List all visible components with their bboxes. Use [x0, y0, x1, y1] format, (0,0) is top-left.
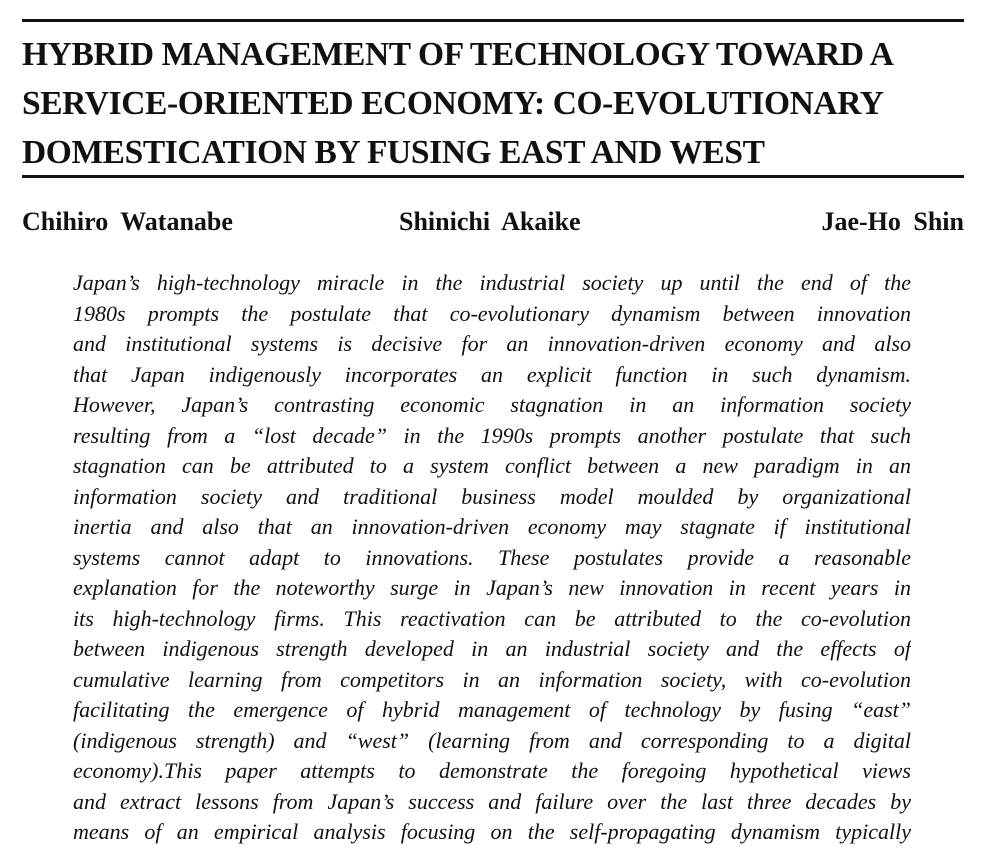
abstract-line: Japan’s high-technology miracle in the industrial society up until the end of the	[73, 270, 911, 295]
title-line: HYBRID MANAGEMENT OF TECHNOLOGY TOWARD A	[22, 36, 894, 73]
abstract-line: between indigenous strength developed in an industrial society and the effects of	[73, 636, 911, 661]
abstract-line: (indigenous strength) and “west” (learning from and corresponding to a digital	[73, 727, 911, 753]
abstract-line: and extract lessons from Japan’s success and failure over the last three decades by	[73, 788, 911, 814]
abstract-line: that Japan indigenously incorporates an explicit function in such dynamism.	[73, 361, 911, 387]
author-name: Shinichi Akaike	[399, 207, 581, 236]
author-list	[22, 204, 964, 240]
title-line: SERVICE-ORIENTED ECONOMY: CO-EVOLUTIONARY	[22, 85, 884, 122]
abstract-line: facilitating the emergence of hybrid management of technology by fusing “east”	[73, 697, 911, 722]
author-name: Chihiro Watanabe	[22, 207, 233, 236]
abstract-line: 1980s prompts the postulate that co-evolutionary dynamism between innovation	[73, 300, 911, 326]
abstract-line: economy).This paper attempts to demonstrate the foregoing hypothetical views	[73, 758, 911, 783]
title-line: DOMESTICATION BY FUSING EAST AND WEST	[22, 134, 765, 171]
abstract-line: means of an empirical analysis focusing on the self-propagating dynamism typically	[73, 819, 911, 844]
abstract-line: information society and traditional business model moulded by organizational	[73, 483, 911, 509]
bottom-rule	[22, 175, 964, 178]
abstract-line: its high-technology firms. This reactivation can be attributed to the co-evolution	[73, 605, 911, 631]
abstract-line: and institutional systems is decisive for an innovation-driven economy and also	[73, 331, 911, 356]
abstract-line: stagnation can be attributed to a system conflict between a new paradigm in an	[73, 453, 911, 478]
abstract-line: cumulative learning from competitors in an information society, with co-evolution	[73, 666, 911, 692]
top-rule	[22, 19, 964, 22]
abstract	[73, 268, 911, 848]
abstract-line: However, Japan’s contrasting economic stagnation in an information society	[73, 392, 911, 417]
abstract-line: inertia and also that an innovation-driven economy may stagnate if institutional	[73, 514, 911, 539]
abstract-line: systems cannot adapt to innovations. These postulates provide a reasonable	[73, 544, 911, 570]
abstract-line: resulting from a “lost decade” in the 1990s prompts another postulate that such	[73, 422, 911, 448]
abstract-line: explanation for the noteworthy surge in Japan’s new innovation in recent years in	[73, 575, 911, 600]
author-name: Jae-Ho Shin	[821, 207, 964, 236]
paper-title	[22, 30, 972, 177]
